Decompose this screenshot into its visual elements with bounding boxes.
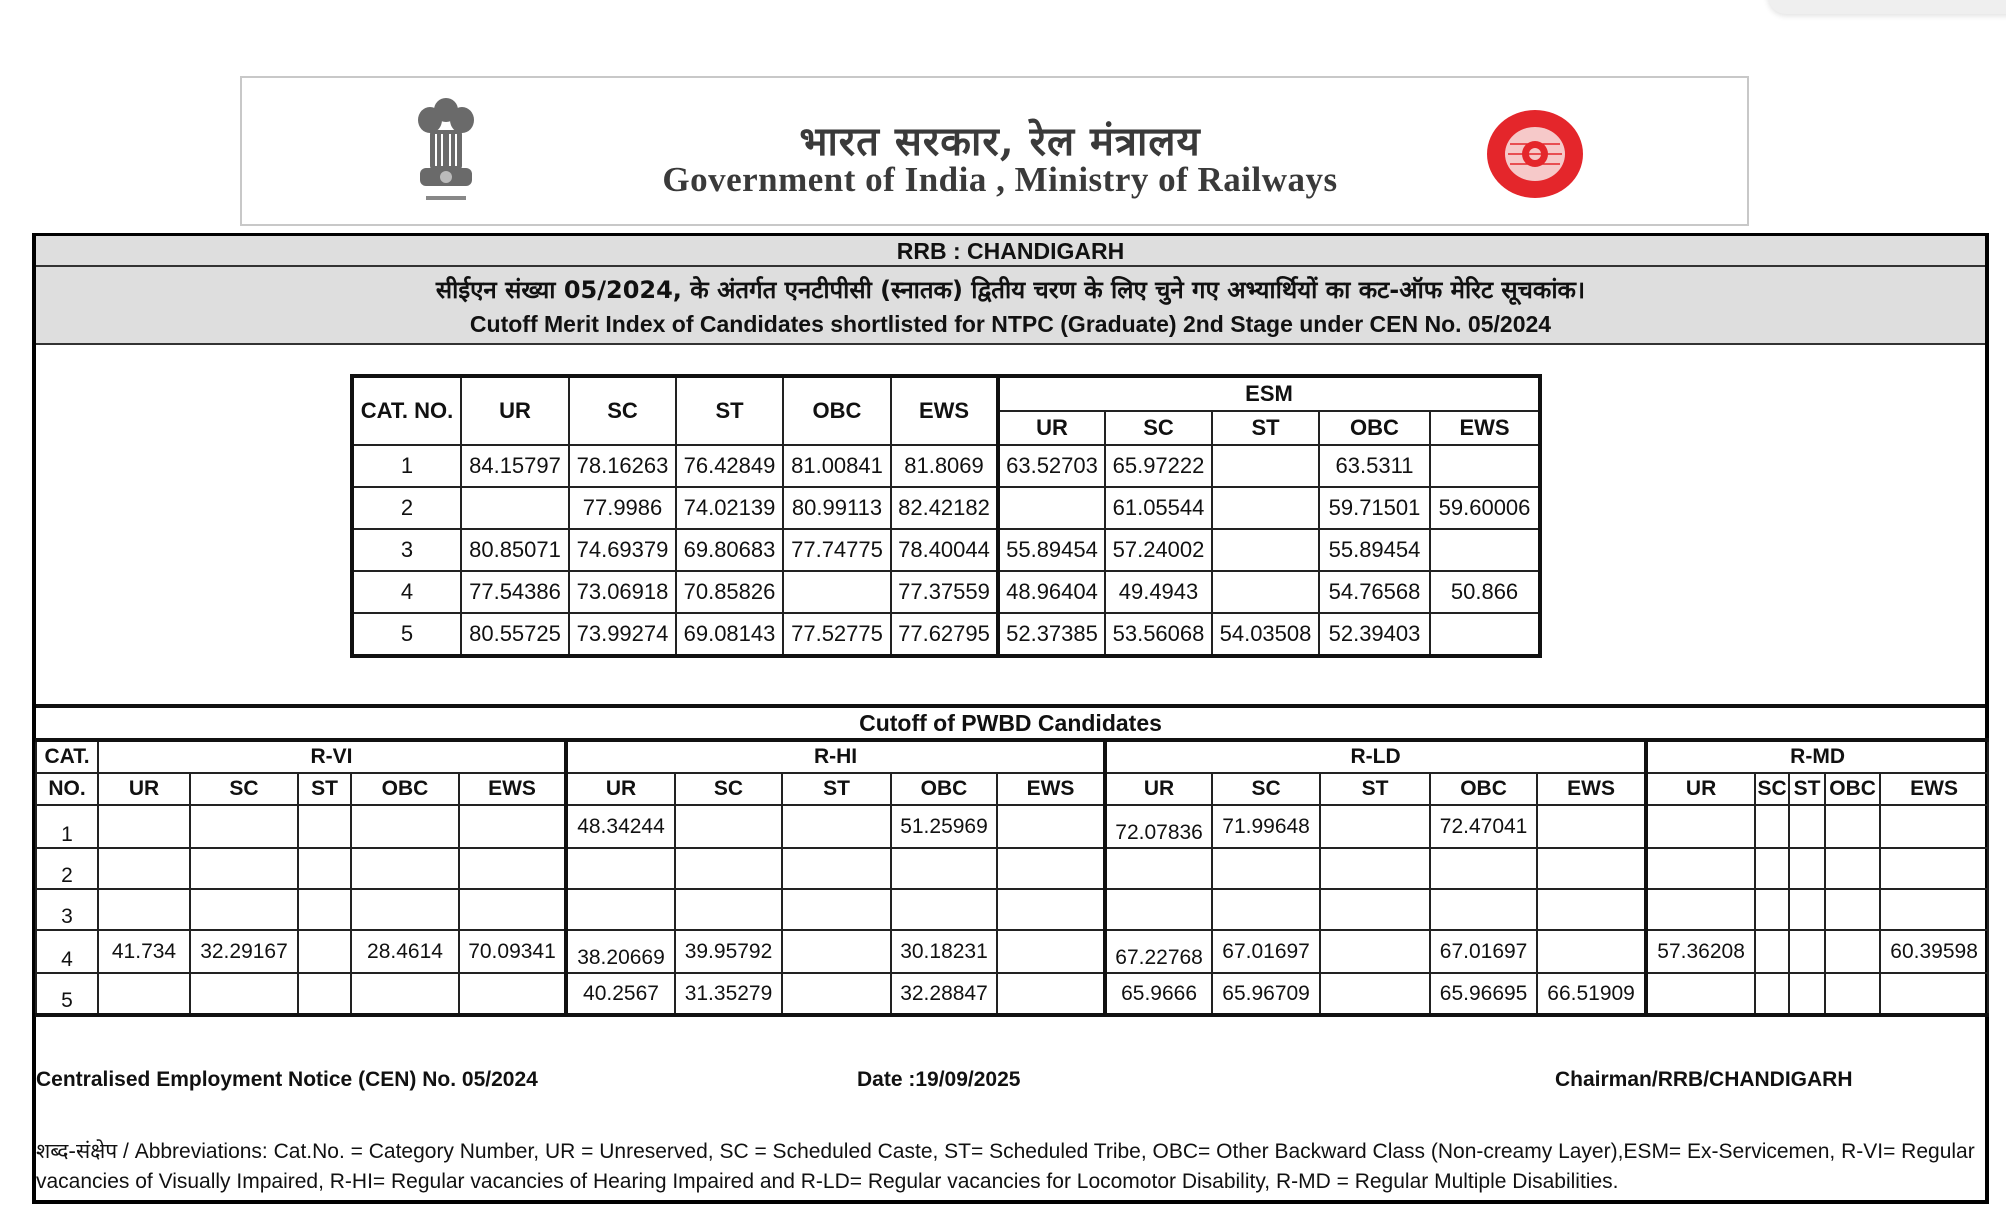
pwbd-cutoff-cell [1789,805,1825,848]
esm-cutoff-cell: 63.52703 [998,445,1105,487]
cutoff-cell: 80.99113 [783,487,891,529]
table-row [36,889,1988,930]
esm-cutoff-cell: 52.39403 [1319,613,1430,656]
pwbd-cutoff-cell [98,973,190,1015]
cutoff-cell: 78.40044 [891,529,998,571]
esm-cutoff-cell [1430,445,1540,487]
cat-no-cell: 1 [352,445,461,487]
pwbd-cutoff-cell [566,848,675,889]
pwbd-cutoff-cell [782,805,891,848]
cutoff-cell: 84.15797 [461,445,569,487]
pwbd-cutoff-cell [1646,848,1755,889]
pwbd-cutoff-cell [1755,930,1789,973]
esm-cutoff-cell: 52.37385 [998,613,1105,656]
notice-date: Date :19/09/2025 [857,1068,1021,1091]
esm-cutoff-cell: 54.03508 [1212,613,1319,656]
pwbd-cutoff-cell: 57.36208 [1646,930,1755,973]
pwbd-cutoff-cell [675,848,782,889]
abbreviations-label-hindi: शब्द-संक्षेप [36,1139,118,1163]
cutoff-cell: 76.42849 [676,445,783,487]
notice-title-hindi: सीईएन संख्या 05/2024, के अंतर्गत एनटीपीसी (स्नातक) द्वितीय चरण के लिए चुने गए अभ्यार्थियों का कट-ऑफ मेरिट सूचकांक। [435,276,1586,304]
cutoff-cell: 69.08143 [676,613,783,656]
table-row [352,487,1540,529]
pwbd-cutoff-cell [1880,805,1988,848]
table-row [352,571,1540,613]
cutoff-cell: 80.85071 [461,529,569,571]
esm-column-header: ST [1212,411,1319,445]
table-row [36,973,1988,1015]
pwbd-cutoff-cell [1646,889,1755,930]
pwbd-cutoff-cell [782,930,891,973]
pwbd-cutoff-cell: 67.01697 [1212,930,1320,973]
cat-no-cell: 3 [352,529,461,571]
cutoff-cell: 74.69379 [569,529,676,571]
national-emblem-icon [408,92,484,210]
esm-group-header: ESM [998,376,1540,411]
column-header: OBC [783,376,891,445]
esm-cutoff-cell: 55.89454 [998,529,1105,571]
pwbd-cutoff-cell [1320,930,1430,973]
notice-title-english: Cutoff Merit Index of Candidates shortlisted for NTPC (Graduate) 2nd Stage under CEN No. 05/2024 [469,311,1552,337]
pwbd-cutoff-cell: 31.35279 [675,973,782,1015]
pwbd-cutoff-cell [1537,930,1646,973]
cutoff-cell: 81.00841 [783,445,891,487]
pwbd-cutoff-cell [1789,930,1825,973]
board-name: RRB : CHANDIGARH [36,236,1985,267]
banner-title-english: Government of India , Ministry of Railways [662,160,1338,199]
esm-cutoff-cell: 53.56068 [1105,613,1212,656]
cutoff-cell: 69.80683 [676,529,783,571]
pwbd-cutoff-cell: 30.18231 [891,930,997,973]
pwbd-cutoff-cell [98,805,190,848]
column-header: ST [676,376,783,445]
pwbd-cutoff-cell [675,805,782,848]
pwbd-cutoff-cell [98,848,190,889]
pwbd-column-header: OBC [351,773,459,805]
esm-cutoff-cell: 59.71501 [1319,487,1430,529]
pwbd-cutoff-cell [782,973,891,1015]
pwbd-column-header: UR [98,773,190,805]
cat-no-header: CAT. NO. [352,376,461,445]
pwbd-cutoff-cell [1646,805,1755,848]
notice-title [36,267,1985,345]
pwbd-column-header: OBC [891,773,997,805]
pwbd-cutoff-cell [1880,889,1988,930]
pwbd-cutoff-cell [351,805,459,848]
pwbd-column-header: ST [1320,773,1430,805]
esm-cutoff-cell: 50.866 [1430,571,1540,613]
pwbd-cutoff-cell [1105,848,1212,889]
pwbd-column-header: OBC [1430,773,1537,805]
cat-no-cell: 2 [36,848,98,889]
pwbd-cutoff-cell [1755,973,1789,1015]
pwbd-cutoff-cell [997,889,1105,930]
pwbd-cutoff-cell [1320,973,1430,1015]
pwbd-column-header: EWS [459,773,566,805]
esm-column-header: EWS [1430,411,1540,445]
esm-cutoff-cell [1212,529,1319,571]
pwbd-cutoff-cell [891,848,997,889]
pwbd-column-header: ST [1789,773,1825,805]
cutoff-cell: 77.54386 [461,571,569,613]
pwbd-cutoff-cell [1789,973,1825,1015]
pwbd-cutoff-cell [1320,848,1430,889]
signatory: Chairman/RRB/CHANDIGARH [1555,1068,1853,1091]
pwbd-cutoff-cell: 32.29167 [190,930,298,973]
cutoff-cell [783,571,891,613]
cen-reference: Centralised Employment Notice (CEN) No. 05/2024 [36,1068,538,1091]
cat-no-cell: 4 [352,571,461,613]
pwbd-cutoff-cell [1212,848,1320,889]
pwbd-column-header: UR [1646,773,1755,805]
pwbd-cutoff-cell [1880,848,1988,889]
pwbd-cutoff-cell [1880,973,1988,1015]
pwbd-column-header: UR [566,773,675,805]
pwbd-cutoff-cell [190,973,298,1015]
pwbd-column-header: SC [1212,773,1320,805]
pwbd-cutoff-cell [190,805,298,848]
column-header: SC [569,376,676,445]
cutoff-cell: 80.55725 [461,613,569,656]
pwbd-cutoff-cell [298,930,351,973]
esm-cutoff-cell: 54.76568 [1319,571,1430,613]
pwbd-cutoff-cell [1320,889,1430,930]
pwbd-cutoff-cell [1755,848,1789,889]
pwbd-cutoff-cell: 39.95792 [675,930,782,973]
pwbd-cutoff-cell: 65.9666 [1105,973,1212,1015]
pwbd-cutoff-cell: 71.99648 [1212,805,1320,848]
pwbd-cutoff-cell [1789,848,1825,889]
esm-cutoff-cell: 49.4943 [1105,571,1212,613]
group-header-r-vi: R-VI [98,740,566,773]
cutoff-cell: 70.85826 [676,571,783,613]
pwbd-cutoff-cell: 67.01697 [1430,930,1537,973]
cat-header-line1: CAT. [36,740,98,773]
pwbd-cutoff-cell [1825,805,1880,848]
cat-no-cell: 1 [36,805,98,848]
pwbd-cutoff-cell: 41.734 [98,930,190,973]
pwbd-column-header: OBC [1825,773,1880,805]
esm-cutoff-cell: 65.97222 [1105,445,1212,487]
pwbd-column-header: SC [675,773,782,805]
pwbd-cutoff-cell [1430,848,1537,889]
cutoff-cell: 77.52775 [783,613,891,656]
pwbd-cutoff-cell [1755,889,1789,930]
cutoff-cell: 77.37559 [891,571,998,613]
cutoff-cell: 82.42182 [891,487,998,529]
pwbd-cutoff-cell [190,848,298,889]
pwbd-cutoff-cell: 65.96695 [1430,973,1537,1015]
pwbd-cutoff-cell [459,973,566,1015]
table-row [352,529,1540,571]
pwbd-column-header: SC [1755,773,1789,805]
esm-column-header: OBC [1319,411,1430,445]
esm-cutoff-cell: 55.89454 [1319,529,1430,571]
cutoff-cell: 77.74775 [783,529,891,571]
pwbd-cutoff-cell [298,848,351,889]
pwbd-cutoff-cell: 40.2567 [566,973,675,1015]
esm-cutoff-cell: 61.05544 [1105,487,1212,529]
esm-cutoff-cell: 48.96404 [998,571,1105,613]
cutoff-merit-table [350,374,1542,658]
cutoff-cell: 73.06918 [569,571,676,613]
cat-no-cell: 4 [36,930,98,973]
pwbd-cutoff-cell: 72.07836 [1105,805,1212,848]
esm-cutoff-cell [1212,571,1319,613]
group-header-r-md: R-MD [1646,740,1988,773]
group-header-r-ld: R-LD [1105,740,1646,773]
pwbd-cutoff-cell [566,889,675,930]
pwbd-cutoff-cell [459,889,566,930]
pwbd-cutoff-cell [1537,848,1646,889]
pwbd-cutoff-cell [997,930,1105,973]
pwbd-cutoff-cell [997,848,1105,889]
pwbd-cutoff-cell [997,805,1105,848]
cat-no-cell: 3 [36,889,98,930]
pwbd-column-header: ST [782,773,891,805]
pwbd-cutoff-cell [459,848,566,889]
pwbd-cutoff-cell: 48.34244 [566,805,675,848]
pwbd-cutoff-cell: 70.09341 [459,930,566,973]
pwbd-cutoff-cell [1430,889,1537,930]
cat-no-cell: 5 [352,613,461,656]
pwbd-cutoff-cell [459,805,566,848]
esm-cutoff-cell: 57.24002 [1105,529,1212,571]
esm-cutoff-cell: 63.5311 [1319,445,1430,487]
esm-cutoff-cell [1212,487,1319,529]
pwbd-cutoff-cell: 60.39598 [1880,930,1988,973]
pwbd-cutoff-cell [1537,889,1646,930]
esm-column-header: SC [1105,411,1212,445]
table-row [36,848,1988,889]
pwbd-cutoff-table [35,738,1989,1017]
pwbd-cutoff-cell: 65.96709 [1212,973,1320,1015]
pwbd-cutoff-cell: 51.25969 [891,805,997,848]
cutoff-cell: 77.9986 [569,487,676,529]
esm-cutoff-cell [1430,529,1540,571]
pwbd-cutoff-cell: 38.20669 [566,930,675,973]
abbreviations-note [36,1136,1981,1197]
pwbd-cutoff-cell [351,848,459,889]
pwbd-cutoff-cell [891,889,997,930]
pwbd-cutoff-cell: 28.4614 [351,930,459,973]
pwbd-column-header: UR [1105,773,1212,805]
table-row [36,930,1988,973]
pwbd-cutoff-cell [782,848,891,889]
cutoff-cell: 78.16263 [569,445,676,487]
pwbd-column-header: EWS [1880,773,1988,805]
pwbd-cutoff-cell [1825,848,1880,889]
cat-no-cell: 2 [352,487,461,529]
cutoff-cell: 74.02139 [676,487,783,529]
esm-column-header: UR [998,411,1105,445]
pwbd-cutoff-cell [351,889,459,930]
esm-cutoff-cell [1430,613,1540,656]
table-row [36,805,1988,848]
pwbd-cutoff-cell [1755,805,1789,848]
pwbd-cutoff-cell [298,889,351,930]
pwbd-title: Cutoff of PWBD Candidates [859,710,1162,736]
pwbd-cutoff-cell [298,805,351,848]
pwbd-cutoff-cell: 32.28847 [891,973,997,1015]
group-header-r-hi: R-HI [566,740,1105,773]
column-header: UR [461,376,569,445]
esm-cutoff-cell: 59.60006 [1430,487,1540,529]
pwbd-column-header: EWS [1537,773,1646,805]
abbreviations-text: / Abbreviations: Cat.No. = Category Number, UR = Unreserved, SC = Scheduled Caste, ST= Scheduled Tribe, OBC= Other Backward Class (Non-creamy Layer),ESM= Ex-Servicemen, R-VI= Regular vacancies of Visually Impaired, R-HI= Regular vacancies of Hearing Impaired and R-LD= Regular vacancies for Locomotor Disability, R-MD = Regular Multiple Disabilities. [36,1140,1975,1193]
pwbd-column-header: SC [190,773,298,805]
pwbd-cutoff-cell [1105,889,1212,930]
cat-no-cell: 5 [36,973,98,1015]
pwbd-cutoff-cell: 72.47041 [1430,805,1537,848]
pwbd-cutoff-cell [351,973,459,1015]
cutoff-cell: 81.8069 [891,445,998,487]
table-row [352,613,1540,656]
viewer-corner-panel [1768,0,2006,14]
pwbd-cutoff-cell [997,973,1105,1015]
pwbd-cutoff-cell [675,889,782,930]
indian-railways-logo-icon [1484,108,1586,200]
pwbd-cutoff-cell [1537,805,1646,848]
pwbd-cutoff-cell [98,889,190,930]
cutoff-cell [461,487,569,529]
pwbd-cutoff-cell [1320,805,1430,848]
cat-header-line2: NO. [36,773,98,805]
pwbd-cutoff-cell [190,889,298,930]
esm-cutoff-cell [1212,445,1319,487]
pwbd-cutoff-cell [298,973,351,1015]
pwbd-cutoff-cell: 67.22768 [1105,930,1212,973]
pwbd-column-header: EWS [997,773,1105,805]
pwbd-cutoff-cell [1646,973,1755,1015]
pwbd-column-header: ST [298,773,351,805]
column-header: EWS [891,376,998,445]
esm-cutoff-cell [998,487,1105,529]
cutoff-cell: 77.62795 [891,613,998,656]
pwbd-cutoff-cell [1212,889,1320,930]
pwbd-cutoff-cell [1789,889,1825,930]
pwbd-cutoff-cell [1825,973,1880,1015]
pwbd-cutoff-cell [1825,930,1880,973]
banner-title-hindi: भारत सरकार, रेल मंत्रालय [799,118,1201,165]
pwbd-cutoff-cell [782,889,891,930]
table-row [352,445,1540,487]
cutoff-cell: 73.99274 [569,613,676,656]
pwbd-cutoff-cell [1825,889,1880,930]
pwbd-cutoff-cell: 66.51909 [1537,973,1646,1015]
